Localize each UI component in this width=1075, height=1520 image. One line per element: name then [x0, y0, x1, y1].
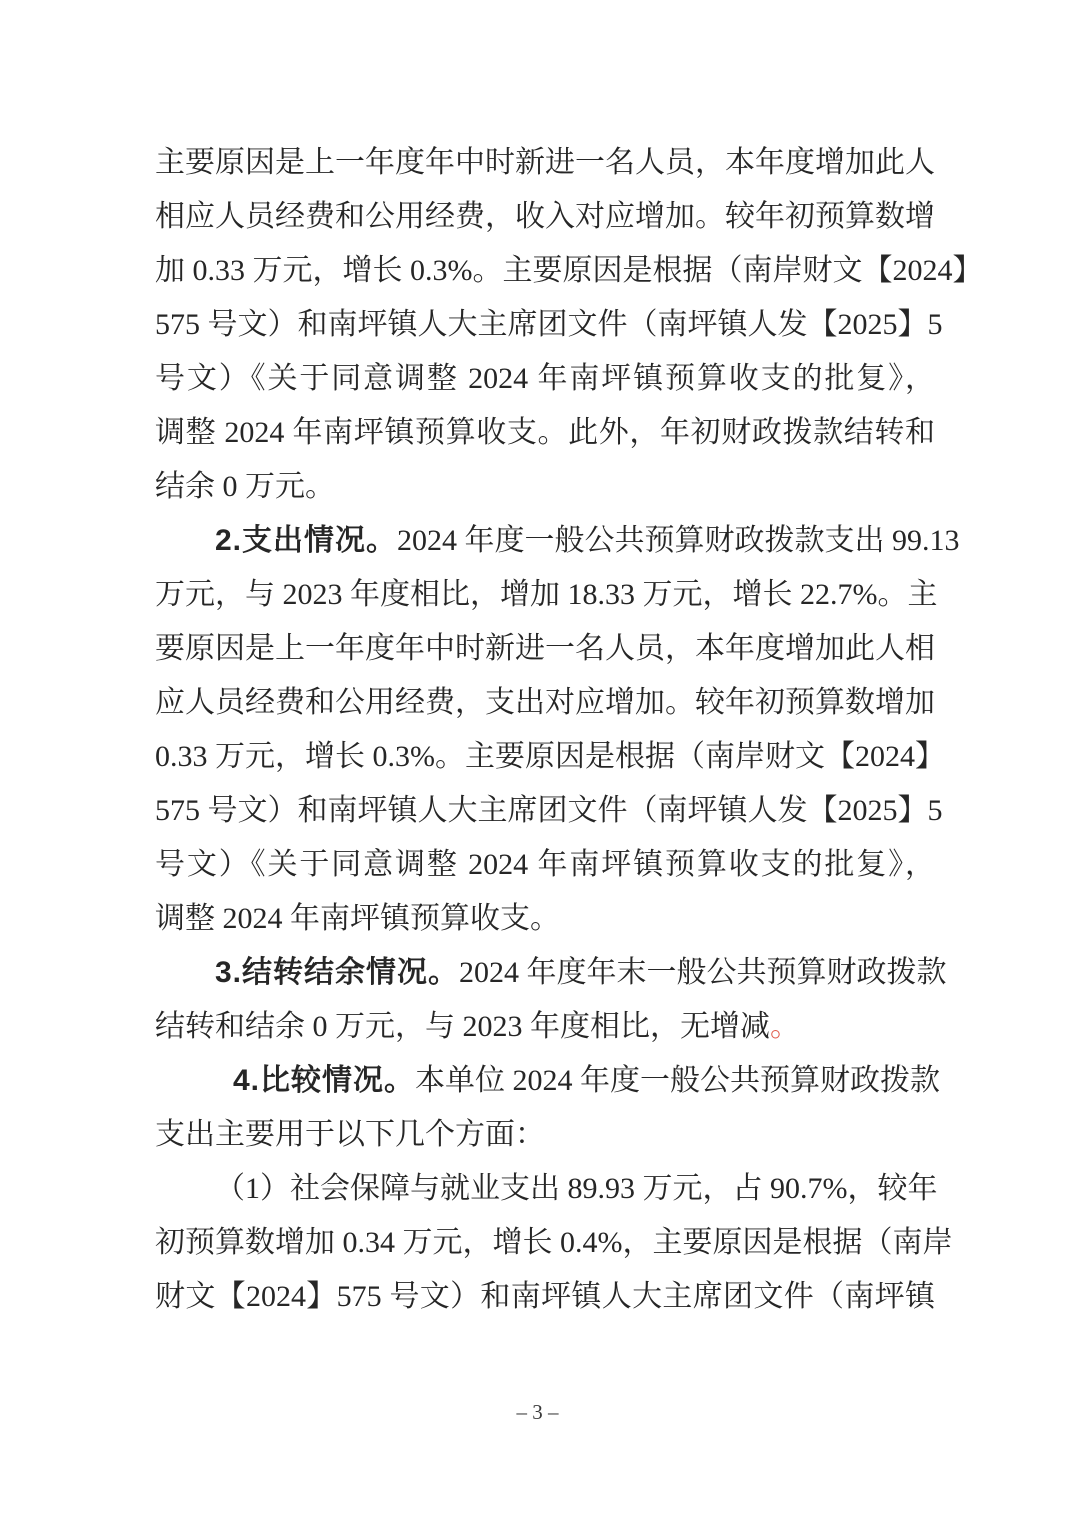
- text-line: [155, 460, 935, 514]
- text-line: [155, 190, 935, 244]
- page-number: – 3 –: [516, 1400, 559, 1424]
- body-text: 万元，与 2023 年度相比，增加 18.33 万元，增长 22.7%。主: [155, 578, 938, 611]
- text-line: [155, 1216, 953, 1270]
- text-line: [155, 1108, 935, 1162]
- text-line: [155, 298, 943, 352]
- text-line: [155, 892, 935, 946]
- text-line: [155, 136, 935, 190]
- body-text: 调整 2024 年南坪镇预算收支。此外，年初财政拨款结转和: [155, 416, 935, 449]
- text-line: [155, 1270, 935, 1324]
- body-text: 2024 年度年末一般公共预算财政拨款: [459, 956, 947, 989]
- section-heading-carryover: 3.结转结余情况。: [215, 956, 460, 989]
- body-text: 575 号文）和南坪镇人大主席团文件（南坪镇人发【2025】5: [155, 794, 943, 827]
- body-text: 加 0.33 万元，增长 0.3%。主要原因是根据（南岸财文【2024】: [155, 254, 983, 287]
- text-line: [155, 1054, 941, 1108]
- body-text: 0.33 万元，增长 0.3%。主要原因是根据（南岸财文【2024】: [155, 740, 945, 773]
- text-line: [155, 406, 935, 460]
- body-text: 支出主要用于以下几个方面：: [155, 1118, 545, 1151]
- body-text: 调整 2024 年南坪镇预算收支。: [155, 902, 560, 935]
- section-heading-comparison: 4.比较情况。: [233, 1064, 416, 1097]
- body-text: 初预算数增加 0.34 万元，增长 0.4%，主要原因是根据（南岸: [155, 1226, 953, 1259]
- body-text: 主要原因是上一年度年中时新进一名人员，本年度增加此人: [155, 146, 935, 179]
- body-text: 结余 0 万元。: [155, 470, 335, 503]
- body-text: 财文【2024】575 号文）和南坪镇人大主席团文件（南坪镇: [155, 1280, 935, 1313]
- red-period: 。: [770, 1010, 800, 1043]
- text-line: [155, 568, 938, 622]
- section-heading-expenditure: 2.支出情况。: [215, 524, 398, 557]
- body-text: 2024 年度一般公共预算财政拨款支出 99.13: [397, 524, 960, 557]
- body-text: 575 号文）和南坪镇人大主席团文件（南坪镇人发【2025】5: [155, 308, 943, 341]
- body-text: 相应人员经费和公用经费，收入对应增加。较年初预算数增: [155, 200, 935, 233]
- text-line: [155, 514, 960, 568]
- text-line: [155, 1000, 935, 1054]
- text-line: [155, 784, 943, 838]
- text-line: [155, 730, 945, 784]
- body-text: 号文）《关于同意调整 2024 年南坪镇预算收支的批复》，: [155, 362, 935, 395]
- body-text: 要原因是上一年度年中时新进一名人员，本年度增加此人相: [155, 632, 935, 665]
- document-body: [155, 136, 983, 1324]
- body-text: （1）社会保障与就业支出 89.93 万元，占 90.7%，较年: [215, 1172, 938, 1205]
- text-line: [155, 1162, 938, 1216]
- text-line: [155, 352, 935, 406]
- body-text: 号文）《关于同意调整 2024 年南坪镇预算收支的批复》，: [155, 848, 935, 881]
- body-text: 结转和结余 0 万元，与 2023 年度相比，无增减: [155, 1010, 770, 1043]
- text-line: [155, 622, 935, 676]
- text-line: [155, 676, 935, 730]
- body-text: 应人员经费和公用经费，支出对应增加。较年初预算数增加: [155, 686, 935, 719]
- text-line: [155, 838, 935, 892]
- body-text: 本单位 2024 年度一般公共预算财政拨款: [415, 1064, 941, 1097]
- text-line: [155, 946, 947, 1000]
- text-line: [155, 244, 983, 298]
